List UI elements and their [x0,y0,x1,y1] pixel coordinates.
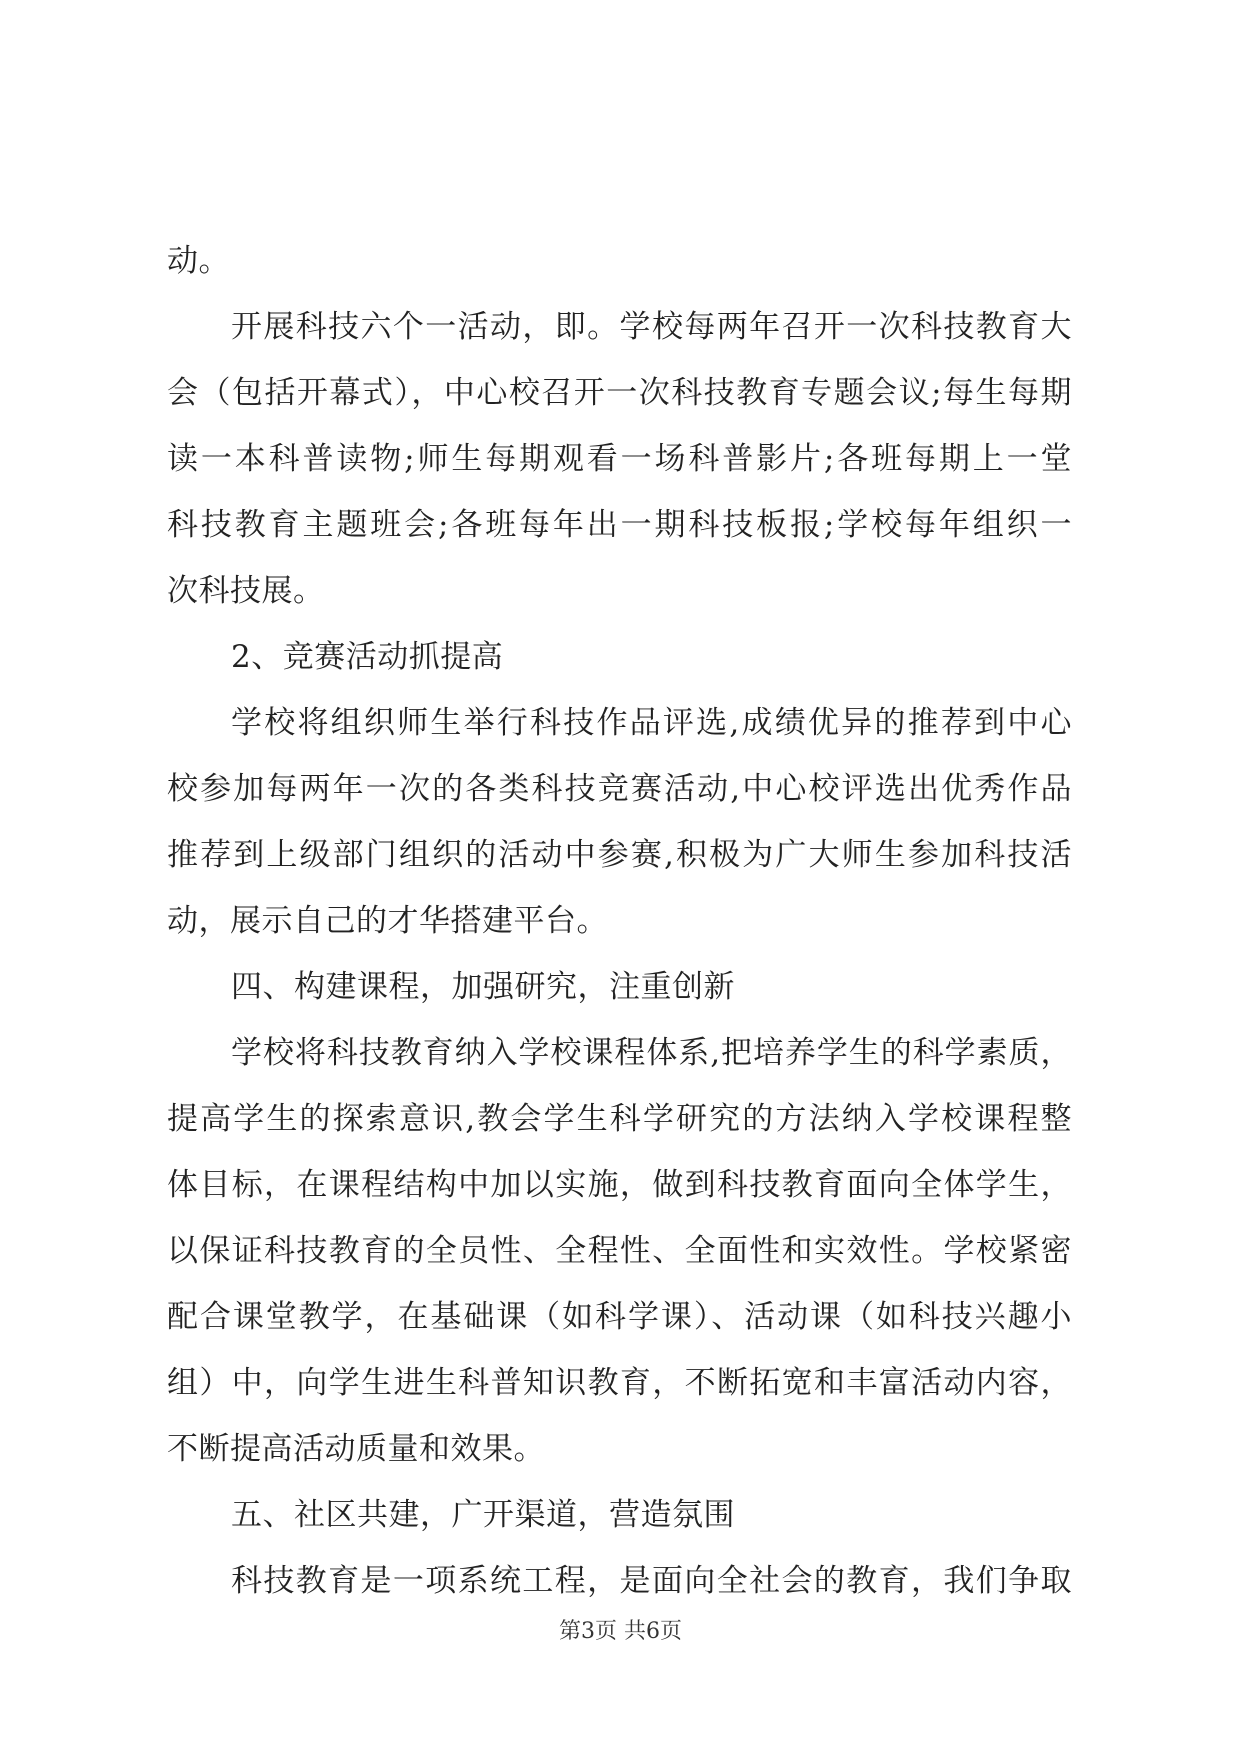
text-line: 会（包括开幕式），中心校召开一次科技教育专题会议;每生每期 [167,375,1072,411]
section-heading: 五、社区共建，广开渠道，营造氛围 [231,1497,735,1533]
text-line: 开展科技六个一活动，即。学校每两年召开一次科技教育大 [231,309,1072,345]
section-heading: 四、构建课程，加强研究，注重创新 [231,969,735,1005]
text-line: 校参加每两年一次的各类科技竞赛活动,中心校评选出优秀作品 [167,771,1072,807]
text-line: 推荐到上级部门组织的活动中参赛,积极为广大师生参加科技活 [167,837,1072,873]
section-heading: 2、竞赛活动抓提高 [231,639,504,675]
text-line: 次科技展。 [167,573,325,609]
text-line: 读一本科普读物;师生每期观看一场科普影片;各班每期上一堂 [167,441,1072,477]
text-line: 组）中，向学生进生科普知识教育，不断拓宽和丰富活动内容， [167,1365,1072,1401]
text-line: 科技教育主题班会;各班每年出一期科技板报;学校每年组织一 [167,507,1072,543]
text-line: 动。 [167,243,230,279]
text-line: 以保证科技教育的全员性、全程性、全面性和实效性。学校紧密 [167,1233,1072,1269]
text-line: 体目标，在课程结构中加以实施，做到科技教育面向全体学生， [167,1167,1072,1203]
text-line: 配合课堂教学，在基础课（如科学课）、活动课（如科技兴趣小 [167,1299,1072,1335]
text-line: 科技教育是一项系统工程，是面向全社会的教育，我们争取 [231,1563,1072,1599]
text-line: 动，展示自己的才华搭建平台。 [167,903,608,939]
page-footer: 第3页 共6页 [559,1619,682,1644]
text-line: 学校将组织师生举行科技作品评选,成绩优异的推荐到中心 [231,705,1072,741]
text-line: 提高学生的探索意识,教会学生科学研究的方法纳入学校课程整 [167,1101,1072,1137]
body-text [167,228,1072,1614]
text-line: 不断提高活动质量和效果。 [167,1431,545,1467]
text-line: 学校将科技教育纳入学校课程体系,把培养学生的科学素质， [231,1035,1072,1071]
